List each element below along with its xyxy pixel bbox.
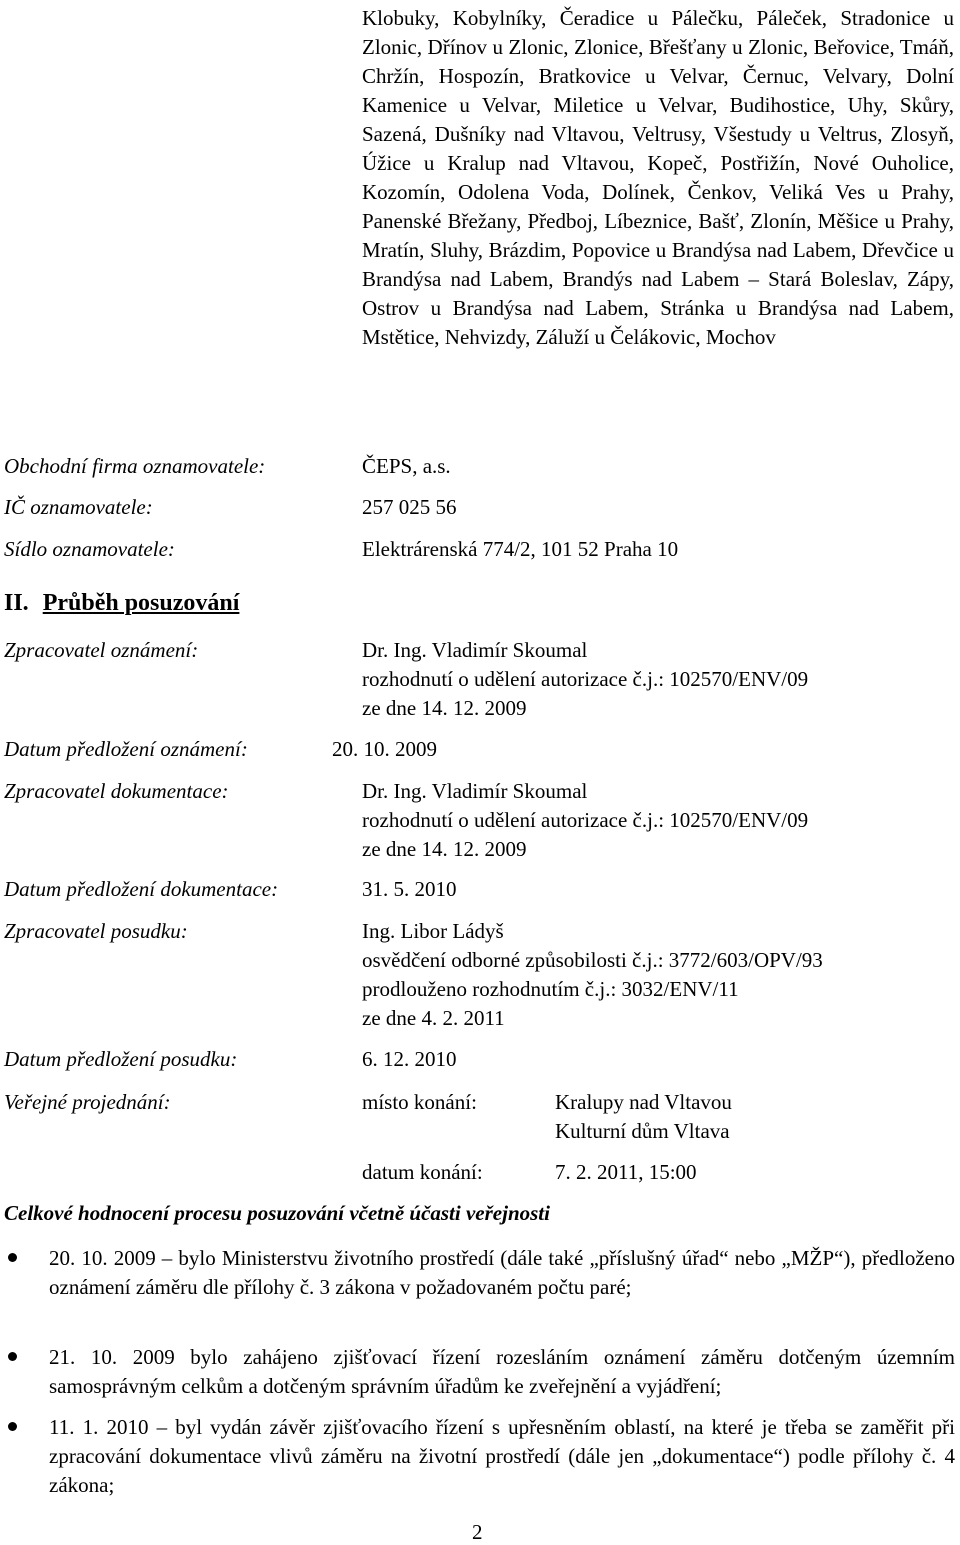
list-item-text: 11. 1. 2010 – byl vydán závěr zjišťovacího řízení s upřesněním oblastí, na které je třeba se zaměřit při zpracování dokumentace vlivů záměru na životní prostředí (dále jen „dokumentace“) podle přílohy č. 4 zákona; (49, 1415, 955, 1497)
hearing-date-value: 7. 2. 2011, 15:00 (555, 1160, 697, 1184)
notifier-firm-label: Obchodní firma oznamovatele: (4, 454, 266, 478)
notifier-ico-value: 257 025 56 (362, 495, 457, 519)
section-number: II. (4, 590, 29, 616)
review-author-label: Zpracovatel posudku: (4, 919, 188, 943)
evaluation-heading: Celkové hodnocení procesu posuzování včetně účasti veřejnosti (4, 1201, 550, 1225)
hearing-date-label: datum konání: (362, 1160, 483, 1184)
notice-author-name: Dr. Ing. Vladimír Skoumal (362, 638, 588, 662)
notifier-ico-label: IČ oznamovatele: (4, 495, 153, 519)
notice-author-label: Zpracovatel oznámení: (4, 638, 199, 662)
doc-author-date: ze dne 14. 12. 2009 (362, 837, 527, 861)
notifier-seat-label: Sídlo oznamovatele: (4, 537, 175, 561)
notice-date-label: Datum předložení oznámení: (4, 737, 248, 761)
doc-author-block (362, 777, 808, 864)
bullet-icon (8, 1352, 17, 1361)
notice-author-block (362, 636, 808, 723)
review-date-label: Datum předložení posudku: (4, 1047, 238, 1071)
doc-author-label: Zpracovatel dokumentace: (4, 779, 229, 803)
doc-author-name: Dr. Ing. Vladimír Skoumal (362, 779, 588, 803)
review-author-block (362, 917, 823, 1033)
bullet-icon (8, 1253, 17, 1262)
hearing-place-venue: Kulturní dům Vltava (555, 1119, 730, 1143)
list-item-text: 20. 10. 2009 – bylo Ministerstvu životního prostředí (dále také „příslušný úřad“ nebo „MŽP“), předloženo oznámení záměru dle přílohy č. 3 zákona v požadovaném počtu paré; (49, 1246, 955, 1299)
section-title: Průběh posuzování (42, 590, 240, 616)
section-heading (4, 590, 239, 617)
review-author-certificate: osvědčení odborné způsobilosti č.j.: 3772/603/OPV/93 (362, 948, 823, 972)
notifier-firm-value: ČEPS, a.s. (362, 454, 451, 478)
hearing-place-town: Kralupy nad Vltavou (555, 1090, 732, 1114)
hearing-place-block (555, 1088, 732, 1146)
review-author-extension: prodlouženo rozhodnutím č.j.: 3032/ENV/11 (362, 977, 739, 1001)
page-number: 2 (472, 1520, 483, 1544)
review-author-date: ze dne 4. 2. 2011 (362, 1006, 505, 1030)
notifier-seat-value: Elektrárenská 774/2, 101 52 Praha 10 (362, 537, 679, 561)
review-author-name: Ing. Libor Ládyš (362, 919, 504, 943)
list-item-text: 21. 10. 2009 bylo zahájeno zjišťovací řízení rozesláním oznámení záměru dotčeným územním samosprávným celkům a dotčeným správním úřadům ke zveřejnění a vyjádření; (49, 1345, 955, 1398)
bullet-icon (8, 1422, 17, 1431)
doc-author-authorization: rozhodnutí o udělení autorizace č.j.: 102570/ENV/09 (362, 808, 809, 832)
notice-date-value: 20. 10. 2009 (332, 737, 437, 761)
public-hearing-label: Veřejné projednání: (4, 1090, 171, 1114)
notice-author-authorization: rozhodnutí o udělení autorizace č.j.: 102570/ENV/09 (362, 667, 809, 691)
doc-date-value: 31. 5. 2010 (362, 877, 457, 901)
review-date-value: 6. 12. 2010 (362, 1047, 457, 1071)
affected-municipalities-text: Klobuky, Kobylníky, Čeradice u Pálečku, Páleček, Stradonice u Zlonic, Dřínov u Zlonic, Zlonice, Břešťany u Zlonic, Beřovice, Tmáň, Chržín, Hospozín, Bratkovice u Velvar, Černuc, Velvary, Dolní Kamenice u Velvar, Miletice u Velvar, Budihostice, Uhy, Skůry, Sazená, Dušníky nad Vltavou, Veltrusy, Všestudy u Veltrus, Zlosyň, Úžice u Kralup nad Vltavou, Kopeč, Postřižín, Nové Ouholice, Kozomín, Odolena Voda, Dolínek, Čenkov, Veliká Ves u Prahy, Panenské Břežany, Předboj, Líbeznice, Bašť, Zlonín, Měšice u Prahy, Mratín, Sluhy, Brázdim, Popovice u Brandýsa nad Labem, Dřevčice u Brandýsa nad Labem, Brandýs nad Labem – Stará Boleslav, Zápy, Ostrov u Brandýsa nad Labem, Stránka u Brandýsa nad Labem, Mstětice, Nehvizdy, Záluží u Čelákovic, Mochov (362, 6, 954, 349)
notice-author-date: ze dne 14. 12. 2009 (362, 696, 527, 720)
hearing-place-label: místo konání: (362, 1090, 477, 1114)
doc-date-label: Datum předložení dokumentace: (4, 877, 279, 901)
